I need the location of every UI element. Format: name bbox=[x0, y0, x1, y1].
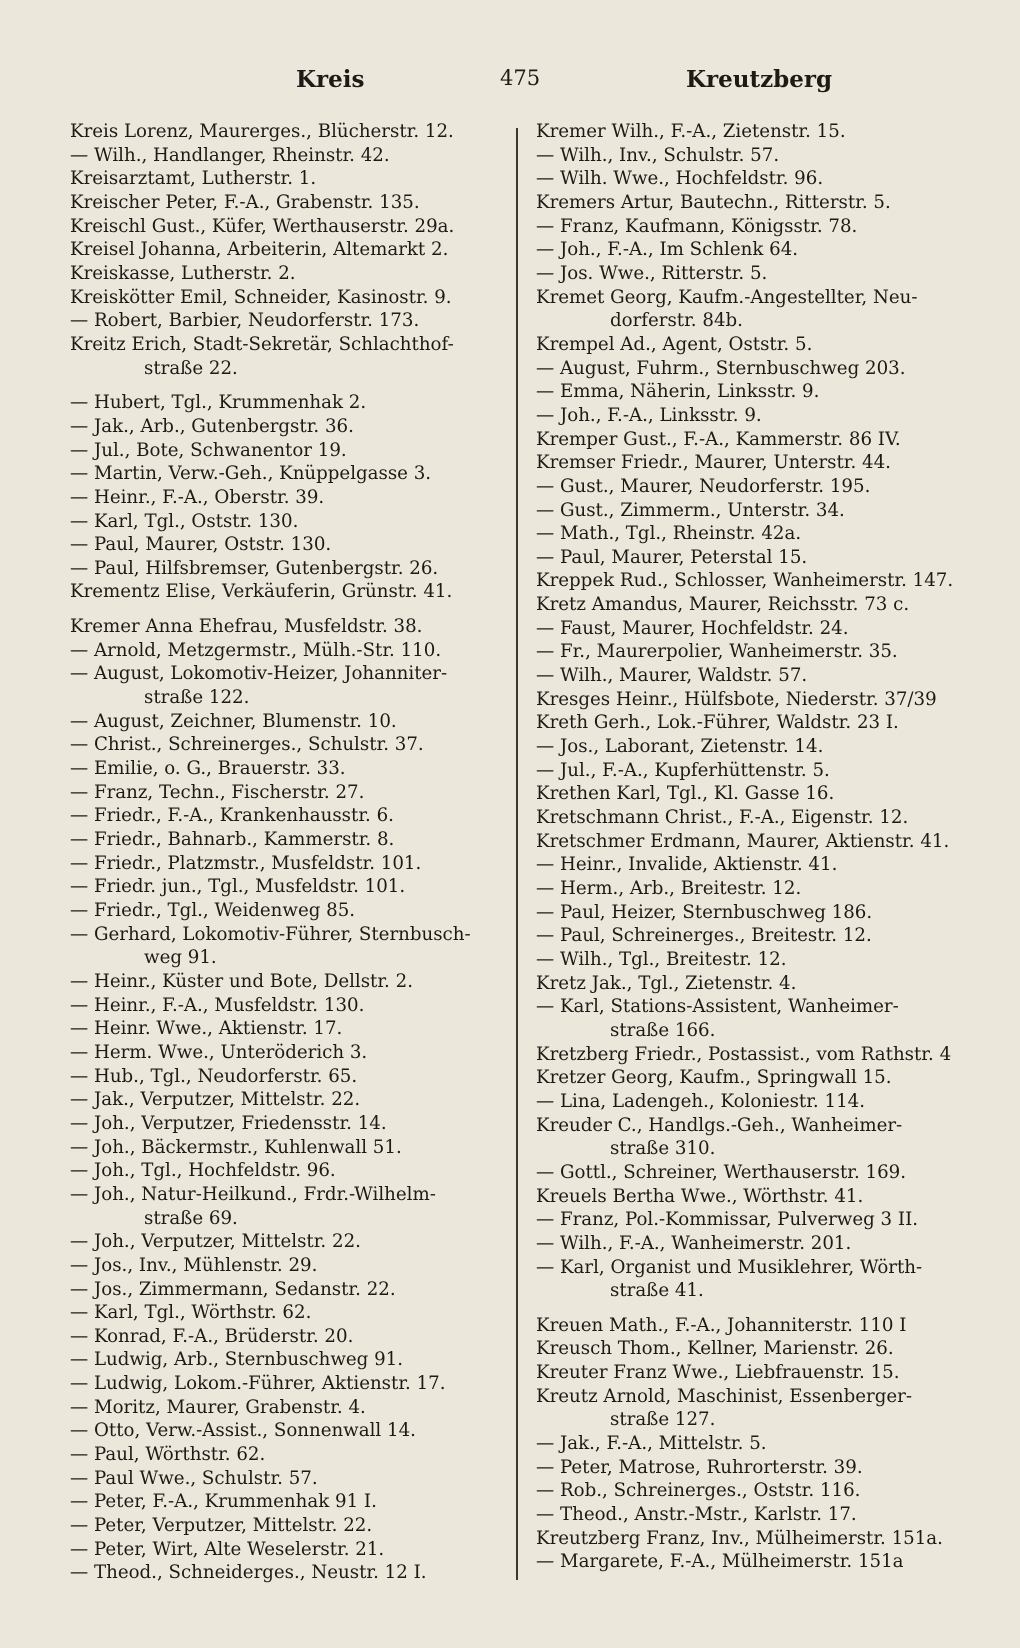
directory-entry: — Franz, Pol.-Kommissar, Pulverweg 3 II. bbox=[536, 1209, 919, 1231]
directory-entry: — Gust., Zimmerm., Unterstr. 34. bbox=[536, 499, 845, 521]
directory-entry: Kretschmer Erdmann, Maurer, Aktienstr. 41. bbox=[536, 830, 950, 852]
directory-entry: — Martin, Verw.-Geh., Knüppelgasse 3. bbox=[70, 463, 432, 485]
directory-entry: — Wilh., Inv., Schulstr. 57. bbox=[536, 144, 780, 166]
directory-entry: — Herm. Wwe., Unteröderich 3. bbox=[70, 1041, 368, 1063]
directory-entry: — Jak., Arb., Gutenbergstr. 36. bbox=[70, 415, 354, 437]
directory-entry-continuation: straße 69. bbox=[144, 1207, 238, 1229]
directory-entry: — Heinr., Küster und Bote, Dellstr. 2. bbox=[70, 970, 413, 992]
directory-entry-continuation: straße 127. bbox=[610, 1409, 716, 1431]
directory-entry: Kremper Gust., F.-A., Kammerstr. 86 IV. bbox=[536, 428, 901, 450]
directory-entry: — Moritz, Maurer, Grabenstr. 4. bbox=[70, 1396, 366, 1418]
directory-entry: — Heinr., F.-A., Oberstr. 39. bbox=[70, 486, 325, 508]
directory-entry: — Rob., Schreinerges., Oststr. 116. bbox=[536, 1480, 861, 1502]
directory-entry: Krementz Elise, Verkäuferin, Grünstr. 41. bbox=[70, 581, 453, 603]
directory-entry: — Wilh., F.-A., Wanheimerstr. 201. bbox=[536, 1232, 852, 1254]
directory-entry: — August, Lokomotiv-Heizer, Johanniter- bbox=[70, 663, 448, 685]
directory-entry: — Friedr., F.-A., Krankenhausstr. 6. bbox=[70, 805, 394, 827]
directory-entry: — Wilh., Tgl., Breitestr. 12. bbox=[536, 948, 787, 970]
directory-entry: — Paul Wwe., Schulstr. 57. bbox=[70, 1467, 318, 1489]
directory-entry: Kretz Amandus, Maurer, Reichsstr. 73 c. bbox=[536, 594, 910, 616]
directory-entry-continuation: dorferstr. 84b. bbox=[610, 310, 743, 332]
directory-entry: — Paul, Maurer, Oststr. 130. bbox=[70, 534, 332, 556]
directory-entry: Kremers Artur, Bautechn., Ritterstr. 5. bbox=[536, 191, 891, 213]
directory-entry: — Peter, Matrose, Ruhrorterstr. 39. bbox=[536, 1456, 863, 1478]
directory-entry: — Peter, Wirt, Alte Weselerstr. 21. bbox=[70, 1538, 385, 1560]
directory-entry: Krethen Karl, Tgl., Kl. Gasse 16. bbox=[536, 783, 835, 805]
directory-entry: Kreischl Gust., Küfer, Werthauserstr. 29a. bbox=[70, 215, 455, 237]
directory-entry: — Karl, Organist und Musiklehrer, Wörth- bbox=[536, 1256, 923, 1278]
page-number: 475 bbox=[500, 66, 541, 90]
directory-entry-continuation: straße 122. bbox=[144, 687, 250, 709]
directory-entry: — Peter, Verputzer, Mittelstr. 22. bbox=[70, 1515, 373, 1537]
directory-entry: — Faust, Maurer, Hochfeldstr. 24. bbox=[536, 617, 849, 639]
left-column bbox=[70, 120, 506, 1585]
header-right-keyword: Kreutzberg bbox=[686, 66, 833, 93]
directory-entry: Kretzer Georg, Kaufm., Springwall 15. bbox=[536, 1067, 892, 1089]
directory-entry: — Joh., Tgl., Hochfeldstr. 96. bbox=[70, 1160, 336, 1182]
directory-entry: — Jak., Verputzer, Mittelstr. 22. bbox=[70, 1089, 361, 1111]
directory-entry: — Jul., F.-A., Kupferhüttenstr. 5. bbox=[536, 759, 830, 781]
directory-entry: — Ludwig, Arb., Sternbuschweg 91. bbox=[70, 1349, 404, 1371]
directory-entry-continuation: straße 310. bbox=[610, 1138, 716, 1160]
directory-entry: Kreuen Math., F.-A., Johanniterstr. 110 I bbox=[536, 1314, 907, 1336]
directory-entry: — Franz, Techn., Fischerstr. 27. bbox=[70, 781, 365, 803]
directory-entry: — Jak., F.-A., Mittelstr. 5. bbox=[536, 1433, 767, 1455]
directory-entry: Kretz Jak., Tgl., Zietenstr. 4. bbox=[536, 972, 797, 994]
directory-entry: — Wilh., Maurer, Waldstr. 57. bbox=[536, 665, 808, 687]
directory-entry: Kreuels Bertha Wwe., Wörthstr. 41. bbox=[536, 1185, 864, 1207]
directory-entry: — Emma, Näherin, Linksstr. 9. bbox=[536, 381, 820, 403]
directory-entry: — Heinr., F.-A., Musfeldstr. 130. bbox=[70, 994, 365, 1016]
directory-entry: Kresges Heinr., Hülfsbote, Niederstr. 37/39 bbox=[536, 688, 937, 710]
directory-entry: — Theod., Schneiderges., Neustr. 12 I. bbox=[70, 1562, 427, 1584]
directory-entry: — Karl, Tgl., Wörthstr. 62. bbox=[70, 1302, 312, 1324]
directory-entry: — Jos., Laborant, Zietenstr. 14. bbox=[536, 736, 824, 758]
directory-entry: — August, Fuhrm., Sternbuschweg 203. bbox=[536, 357, 906, 379]
directory-entry: Kreutz Arnold, Maschinist, Essenberger- bbox=[536, 1385, 912, 1407]
directory-entry: — Herm., Arb., Breitestr. 12. bbox=[536, 878, 802, 899]
directory-entry-continuation: straße 22. bbox=[144, 357, 238, 379]
directory-entry: Kreutzberg Franz, Inv., Mülheimerstr. 151a. bbox=[536, 1527, 943, 1549]
directory-entry: — Heinr. Wwe., Aktienstr. 17. bbox=[70, 1018, 343, 1040]
directory-entry: — Wilh., Handlanger, Rheinstr. 42. bbox=[70, 144, 390, 166]
directory-entry: — Joh., Natur-Heilkund., Frdr.-Wilhelm- bbox=[70, 1183, 436, 1205]
column-divider bbox=[516, 128, 518, 1580]
directory-entry: Kremser Friedr., Maurer, Unterstr. 44. bbox=[536, 452, 891, 474]
directory-entry: — Joh., F.-A., Im Schlenk 64. bbox=[536, 239, 799, 261]
directory-entry: — Heinr., Invalide, Aktienstr. 41. bbox=[536, 854, 838, 876]
directory-entry: — Hub., Tgl., Neudorferstr. 65. bbox=[70, 1065, 358, 1087]
directory-entry: — Joh., Verputzer, Friedensstr. 14. bbox=[70, 1112, 387, 1134]
directory-entry: Kreppek Rud., Schlosser, Wanheimerstr. 147. bbox=[536, 570, 954, 592]
directory-entry: — Math., Tgl., Rheinstr. 42a. bbox=[536, 523, 802, 545]
directory-entry: — Joh., Bäckermstr., Kuhlenwall 51. bbox=[70, 1136, 402, 1158]
directory-entry: — Franz, Kaufmann, Königsstr. 78. bbox=[536, 215, 858, 237]
directory-entry: — Peter, F.-A., Krummenhak 91 I. bbox=[70, 1491, 377, 1513]
directory-entry: Kremer Anna Ehefrau, Musfeldstr. 38. bbox=[70, 616, 423, 638]
directory-entry: — Paul, Hilfsbremser, Gutenbergstr. 26. bbox=[70, 557, 439, 579]
directory-entry: Kreiskötter Emil, Schneider, Kasinostr. 9. bbox=[70, 286, 452, 308]
directory-entry: — Wilh. Wwe., Hochfeldstr. 96. bbox=[536, 168, 824, 190]
directory-entry: Kreusch Thom., Kellner, Marienstr. 26. bbox=[536, 1338, 894, 1360]
directory-entry: — August, Zeichner, Blumenstr. 10. bbox=[70, 710, 397, 732]
directory-entry: — Joh., Verputzer, Mittelstr. 22. bbox=[70, 1231, 361, 1253]
directory-entry: — Joh., F.-A., Linksstr. 9. bbox=[536, 404, 762, 426]
directory-entry: Kremer Wilh., F.-A., Zietenstr. 15. bbox=[536, 121, 846, 142]
directory-entry: Kreiskasse, Lutherstr. 2. bbox=[70, 262, 296, 284]
directory-entry: — Paul, Maurer, Peterstal 15. bbox=[536, 546, 808, 568]
directory-entry: Kreis Lorenz, Maurerges., Blücherstr. 12. bbox=[70, 121, 454, 142]
directory-entry: — Friedr., Bahnarb., Kammerstr. 8. bbox=[70, 829, 395, 851]
directory-entry: — Friedr. jun., Tgl., Musfeldstr. 101. bbox=[70, 876, 406, 898]
directory-entry: — Emilie, o. G., Brauerstr. 33. bbox=[70, 758, 346, 780]
directory-entry: — Jul., Bote, Schwanentor 19. bbox=[70, 439, 347, 461]
directory-entry: — Friedr., Platzmstr., Musfeldstr. 101. bbox=[70, 852, 422, 874]
right-column bbox=[536, 120, 972, 1574]
directory-entry: Kreisel Johanna, Arbeiterin, Altemarkt 2. bbox=[70, 239, 449, 261]
directory-entry: — Hubert, Tgl., Krummenhak 2. bbox=[70, 392, 367, 414]
directory-entry-continuation: straße 166. bbox=[610, 1019, 716, 1041]
header-left-keyword: Kreis bbox=[296, 66, 365, 93]
directory-entry: Kreth Gerh., Lok.-Führer, Waldstr. 23 I. bbox=[536, 712, 899, 734]
directory-entry: — Otto, Verw.-Assist., Sonnenwall 14. bbox=[70, 1420, 416, 1442]
directory-entry: — Friedr., Tgl., Weidenweg 85. bbox=[70, 900, 356, 921]
directory-entry: Kretschmann Christ., F.-A., Eigenstr. 12. bbox=[536, 807, 909, 829]
directory-entry: — Fr., Maurerpolier, Wanheimerstr. 35. bbox=[536, 641, 898, 663]
directory-entry: — Jos., Zimmermann, Sedanstr. 22. bbox=[70, 1278, 396, 1300]
directory-entry: Kreischer Peter, F.-A., Grabenstr. 135. bbox=[70, 191, 420, 213]
directory-entry: Kreisarztamt, Lutherstr. 1. bbox=[70, 168, 317, 190]
directory-entry-continuation: straße 41. bbox=[610, 1280, 704, 1302]
directory-entry: — Margarete, F.-A., Mülheimerstr. 151a bbox=[536, 1551, 904, 1573]
directory-entry: Kreitz Erich, Stadt-Sekretär, Schlachthof- bbox=[70, 333, 454, 355]
directory-entry: — Paul, Wörthstr. 62. bbox=[70, 1444, 266, 1466]
directory-entry: — Robert, Barbier, Neudorferstr. 173. bbox=[70, 310, 420, 332]
directory-entry: Kreuder C., Handlgs.-Geh., Wanheimer- bbox=[536, 1114, 903, 1136]
directory-entry: Kreuter Franz Wwe., Liebfrauenstr. 15. bbox=[536, 1362, 900, 1384]
directory-entry: — Arnold, Metzgermstr., Mülh.-Str. 110. bbox=[70, 639, 442, 661]
directory-entry: Kretzberg Friedr., Postassist., vom Rathstr. 4 bbox=[536, 1043, 952, 1065]
directory-entry: — Paul, Heizer, Sternbuschweg 186. bbox=[536, 901, 873, 923]
directory-entry: — Gust., Maurer, Neudorferstr. 195. bbox=[536, 475, 871, 497]
directory-entry: — Konrad, F.-A., Brüderstr. 20. bbox=[70, 1325, 354, 1347]
directory-entry: — Jos. Wwe., Ritterstr. 5. bbox=[536, 262, 768, 284]
directory-entry: Krempel Ad., Agent, Oststr. 5. bbox=[536, 333, 813, 355]
directory-entry: — Christ., Schreinerges., Schulstr. 37. bbox=[70, 734, 424, 756]
directory-entry: — Gottl., Schreiner, Werthauserstr. 169. bbox=[536, 1161, 907, 1183]
directory-entry: — Gerhard, Lokomotiv-Führer, Sternbusch- bbox=[70, 923, 471, 945]
directory-entry: — Ludwig, Lokom.-Führer, Aktienstr. 17. bbox=[70, 1373, 446, 1395]
directory-entry: — Jos., Inv., Mühlenstr. 29. bbox=[70, 1254, 318, 1276]
directory-entry: Kremet Georg, Kaufm.-Angestellter, Neu- bbox=[536, 286, 918, 308]
directory-entry: — Lina, Ladengeh., Koloniestr. 114. bbox=[536, 1090, 865, 1112]
directory-entry: — Theod., Anstr.-Mstr., Karlstr. 17. bbox=[536, 1504, 857, 1526]
directory-entry: — Karl, Stations-Assistent, Wanheimer- bbox=[536, 996, 899, 1018]
directory-entry-continuation: weg 91. bbox=[144, 947, 217, 969]
directory-entry: — Karl, Tgl., Oststr. 130. bbox=[70, 510, 299, 532]
directory-entry: — Paul, Schreinerges., Breitestr. 12. bbox=[536, 925, 872, 947]
